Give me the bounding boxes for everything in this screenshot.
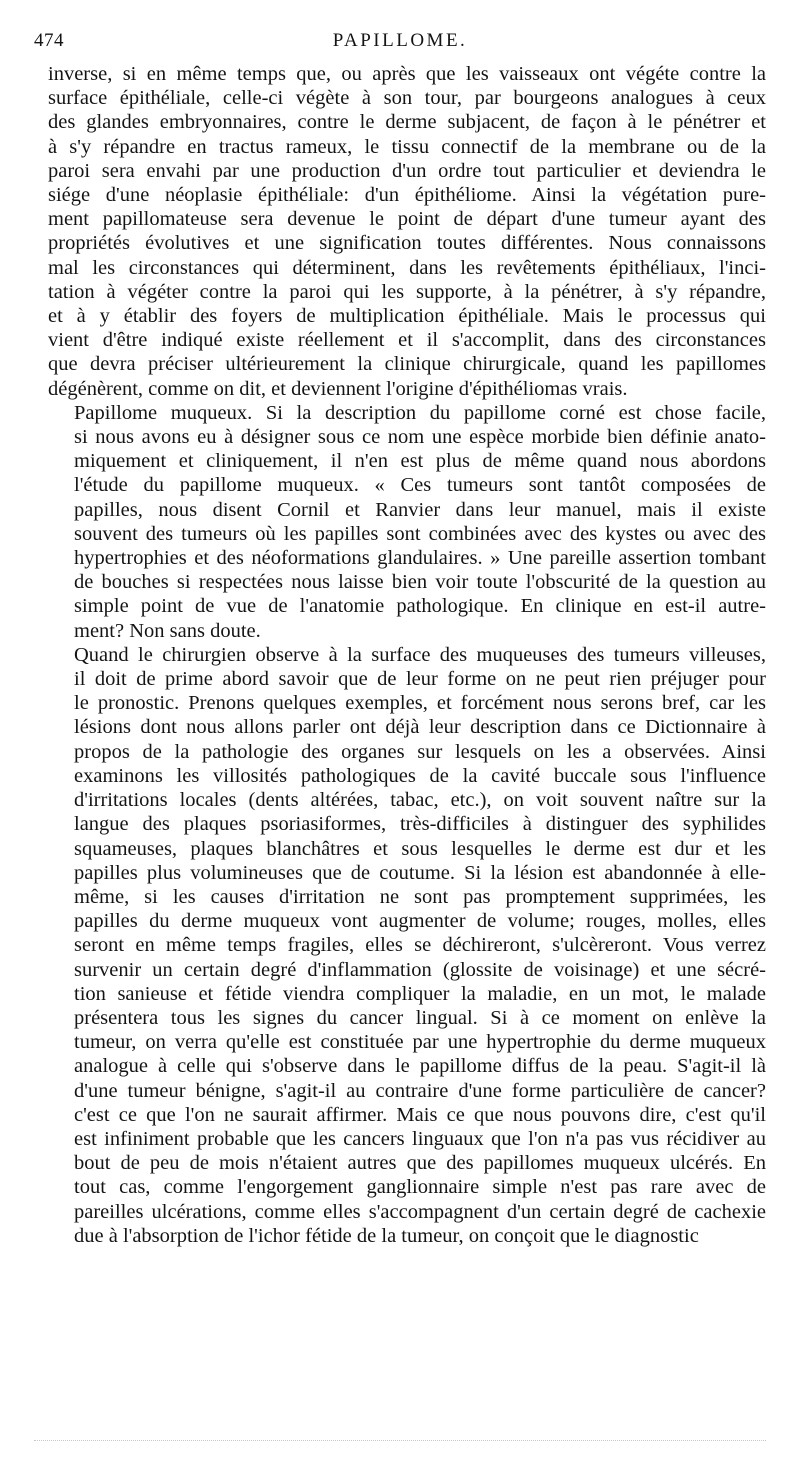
text-line: présentera tous les signes du cancer lingual. Si à ce moment on enlève la [74, 1006, 766, 1029]
page-number: 474 [34, 30, 64, 51]
text-line: souvent des tumeurs où les papilles sont combinées avec des kystes ou avec des [74, 522, 766, 545]
text-line: simple point de vue de l'anatomie pathologique. En clinique en est-il autre- [74, 595, 766, 618]
text-line: surface épithéliale, celle-ci végète à son tour, par bourgeons analogues à ceux [48, 87, 766, 110]
text-line: papilles, nous disent Cornil et Ranvier dans leur manuel, mais il existe [74, 498, 766, 521]
text-line: Quand le chirurgien observe à la surface des muqueuses des tumeurs villeuses, [74, 643, 766, 666]
text-line: à s'y répandre en tractus rameux, le tissu connectif de la membrane ou de la [48, 135, 766, 158]
text-line: seront en même temps fragiles, elles se déchireront, s'ulcèreront. Vous verrez [74, 934, 766, 957]
paragraph [48, 643, 766, 1248]
text-line: tion sanieuse et fétide viendra compliquer la maladie, en un mot, le malade [74, 982, 766, 1005]
text-line: vient d'être indiqué existe réellement et il s'accomplit, dans des circonstances [48, 329, 766, 352]
text-line: il doit de prime abord savoir que de leur forme on ne peut rien préjuger pour [74, 668, 766, 691]
text-line: que devra préciser ultérieurement la clinique chirurgicale, quand les papillomes [48, 353, 766, 376]
text-line: inverse, si en même temps que, ou après que les vaisseaux ont végéte contre la [48, 63, 766, 85]
text-line: c'est ce que l'on ne saurait affirmer. Mais ce que nous pouvons dire, c'est qu'il [74, 1103, 766, 1126]
text-line: paroi sera envahi par une production d'un ordre tout particulier et deviendra le [48, 159, 766, 182]
page-header [34, 26, 766, 56]
text-line: lésions dont nous allons parler ont déjà leur description dans ce Dictionnaire à [74, 716, 766, 739]
paragraph [48, 401, 766, 643]
text-line: Papillome muqueux. Si la description du papillome corné est chose facile, [74, 401, 766, 424]
text-line: le pronostic. Prenons quelques exemples, et forcément nous serons bref, car les [74, 692, 766, 715]
text-line: tout cas, comme l'engorgement ganglionnaire simple n'est pas rare avec de [74, 1176, 766, 1199]
text-line: hypertrophies et des néoformations glandulaires. » Une pareille assertion tombant [74, 547, 766, 570]
text-line: langue des plaques psoriasiformes, très-difficiles à distinguer des syphilides [74, 813, 766, 836]
body-text [48, 62, 766, 1248]
text-line: propos de la pathologie des organes sur lesquels on les a observées. Ainsi [74, 740, 766, 763]
text-line: de bouches si respectées nous laisse bien voir toute l'obscurité de la question au [74, 571, 766, 594]
text-line: siége d'une néoplasie épithéliale: d'un épithéliome. Ainsi la végétation pure- [48, 184, 766, 207]
text-line: des glandes embryonnaires, contre le derme subjacent, de façon à le pénétrer et [48, 111, 766, 134]
text-line: miquement et cliniquement, il n'en est plus de même quand nous abordons [74, 450, 766, 473]
text-line: bout de peu de mois n'étaient autres que des papillomes muqueux ulcérés. En [74, 1152, 766, 1175]
text-line: même, si les causes d'irritation ne sont pas promptement supprimées, les [74, 885, 766, 908]
text-line: tation à végéter contre la paroi qui les supporte, à la pénétrer, à s'y répandre, [48, 280, 766, 303]
text-line: pareilles ulcérations, comme elles s'accompagnent d'un certain degré de cachexie [74, 1200, 766, 1223]
text-line: squameuses, plaques blanchâtres et sous lesquelles le derme est dur et les [74, 837, 766, 860]
text-line: d'irritations locales (dents altérées, tabac, etc.), on voit souvent naître sur la [74, 789, 766, 812]
text-line: examinons les villosités pathologiques de la cavité buccale sous l'influence [74, 764, 766, 787]
text-line: survenir un certain degré d'inflammation (glossite de voisinage) et une sécré- [74, 958, 766, 981]
text-line: due à l'absorption de l'ichor fétide de la tumeur, on conçoit que le diagnostic [74, 1224, 699, 1247]
text-line: dégénèrent, comme on dit, et deviennent l'origine d'épithéliomas vrais. [48, 377, 628, 400]
text-line: analogue à celle qui s'observe dans le papillome diffus de la peau. S'agit-il là [74, 1055, 766, 1078]
text-line: tumeur, on verra qu'elle est constituée par une hypertrophie du derme muqueux [74, 1031, 766, 1054]
text-line: est infiniment probable que les cancers linguaux que l'on n'a pas vus récidiver au [74, 1127, 766, 1150]
text-line: mal les circonstances qui déterminent, dans les revêtements épithéliaux, l'inci- [48, 256, 766, 279]
text-line: ment? Non sans doute. [74, 619, 261, 642]
running-title: PAPILLOME. [332, 30, 468, 51]
text-line: et à y établir des foyers de multiplication épithéliale. Mais le processus qui [48, 305, 766, 328]
paragraph [48, 62, 766, 401]
footer-marks [34, 1440, 766, 1453]
text-line: propriétés évolutives et une signification toutes différentes. Nous connaissons [48, 232, 766, 255]
text-line: l'étude du papillome muqueux. « Ces tumeurs sont tantôt composées de [74, 474, 766, 497]
text-line: papilles du derme muqueux vont augmenter de volume; rouges, molles, elles [74, 910, 766, 933]
text-line: papilles plus volumineuses que de coutume. Si la lésion est abandonnée à elle- [74, 861, 766, 884]
text-line: si nous avons eu à désigner sous ce nom une espèce morbide bien définie anato- [74, 426, 766, 449]
text-line: d'une tumeur bénigne, s'agit-il au contraire d'une forme particulière de cancer? [74, 1079, 766, 1102]
text-line: ment papillomateuse sera devenue le point de départ d'une tumeur ayant des [48, 208, 766, 231]
